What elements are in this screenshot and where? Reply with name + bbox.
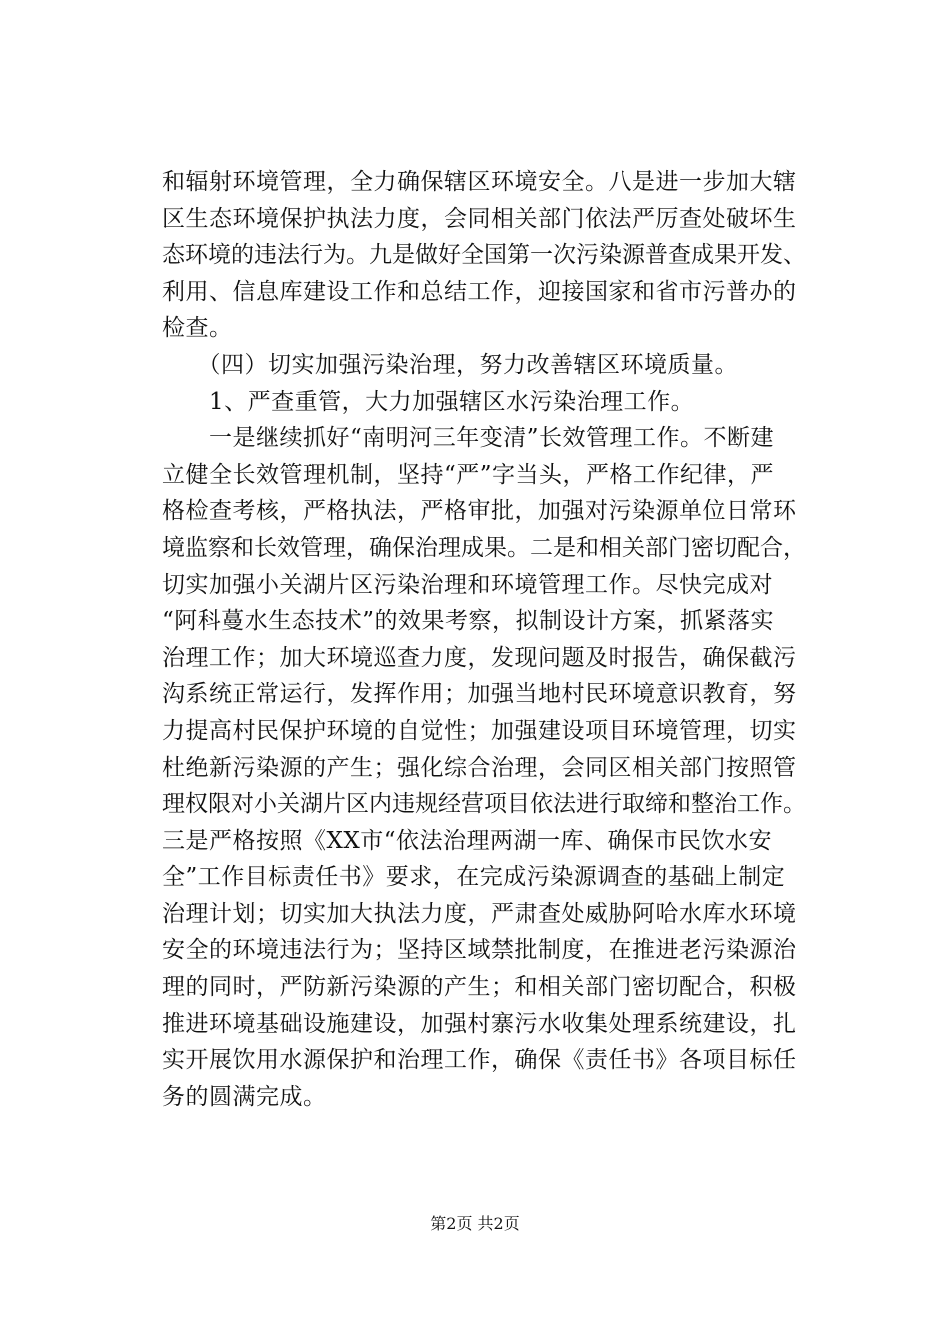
text-line: 一是继续抓好“南明河三年变清”长效管理工作。不断建 [162,425,775,452]
text-line: 理权限对小关湖片区内违规经营项目依法进行取缔和整治工作。 [162,791,806,818]
text-line: 治理工作；加大环境巡查力度，发现问题及时报告，确保截污 [162,644,797,671]
text-line: 格检查考核，严格执法，严格审批，加强对污染源单位日常环 [162,498,797,525]
text-line: “阿科蔓水生态技术”的效果考察，拟制设计方案，抓紧落实 [162,608,775,635]
text-line: （四）切实加强污染治理，努力改善辖区环境质量。 [162,351,738,378]
text-line: 和辐射环境管理，全力确保辖区环境安全。八是进一步加大辖 [162,169,797,195]
text-line: 立健全长效管理机制，坚持“严”字当头，严格工作纪律，严 [162,461,775,488]
text-line: 沟系统正常运行，发挥作用；加强当地村民环境意识教育，努 [162,681,797,708]
text-line: 务的圆满完成。 [162,1083,327,1110]
text-line: 全”工作目标责任书》要求，在完成污染源调查的基础上制定 [162,864,786,891]
text-line: 力提高村民保护环境的自觉性；加强建设项目环境管理，切实 [162,717,797,744]
text-line: 安全的环境违法行为；坚持区域禁批制度，在推进老污染源治 [162,937,797,964]
text-line: 境监察和长效管理，确保治理成果。二是和相关部门密切配合， [162,534,806,561]
page-footer: 第2页 共2页 [430,1214,520,1233]
text-line: 推进环境基础设施建设，加强村寨污水收集处理系统建设，扎 [162,1010,797,1037]
text-line: 三是严格按照《XX市“依法治理两湖一库、确保市民饮水安 [162,827,773,854]
text-line: 检查。 [162,315,233,342]
text-line: 治理计划；切实加大执法力度，严肃查处威胁阿哈水库水环境 [162,900,797,927]
text-line: 利用、信息库建设工作和总结工作，迎接国家和省市污普办的 [162,278,797,305]
body-text [162,164,812,1115]
text-line: 态环境的违法行为。九是做好全国第一次污染源普查成果开发、 [162,242,806,269]
text-line: 切实加强小关湖片区污染治理和环境管理工作。尽快完成对 [162,571,773,598]
text-line: 1、严查重管，大力加强辖区水污染治理工作。 [162,388,695,415]
text-line: 实开展饮用水源保护和治理工作，确保《责任书》各项目标任 [162,1047,797,1074]
text-line: 区生态环境保护执法力度，会同相关部门依法严厉查处破坏生 [162,205,797,232]
text-line: 杜绝新污染源的产生；强化综合治理，会同区相关部门按照管 [162,754,797,781]
text-line: 理的同时，严防新污染源的产生；和相关部门密切配合，积极 [162,974,797,1001]
